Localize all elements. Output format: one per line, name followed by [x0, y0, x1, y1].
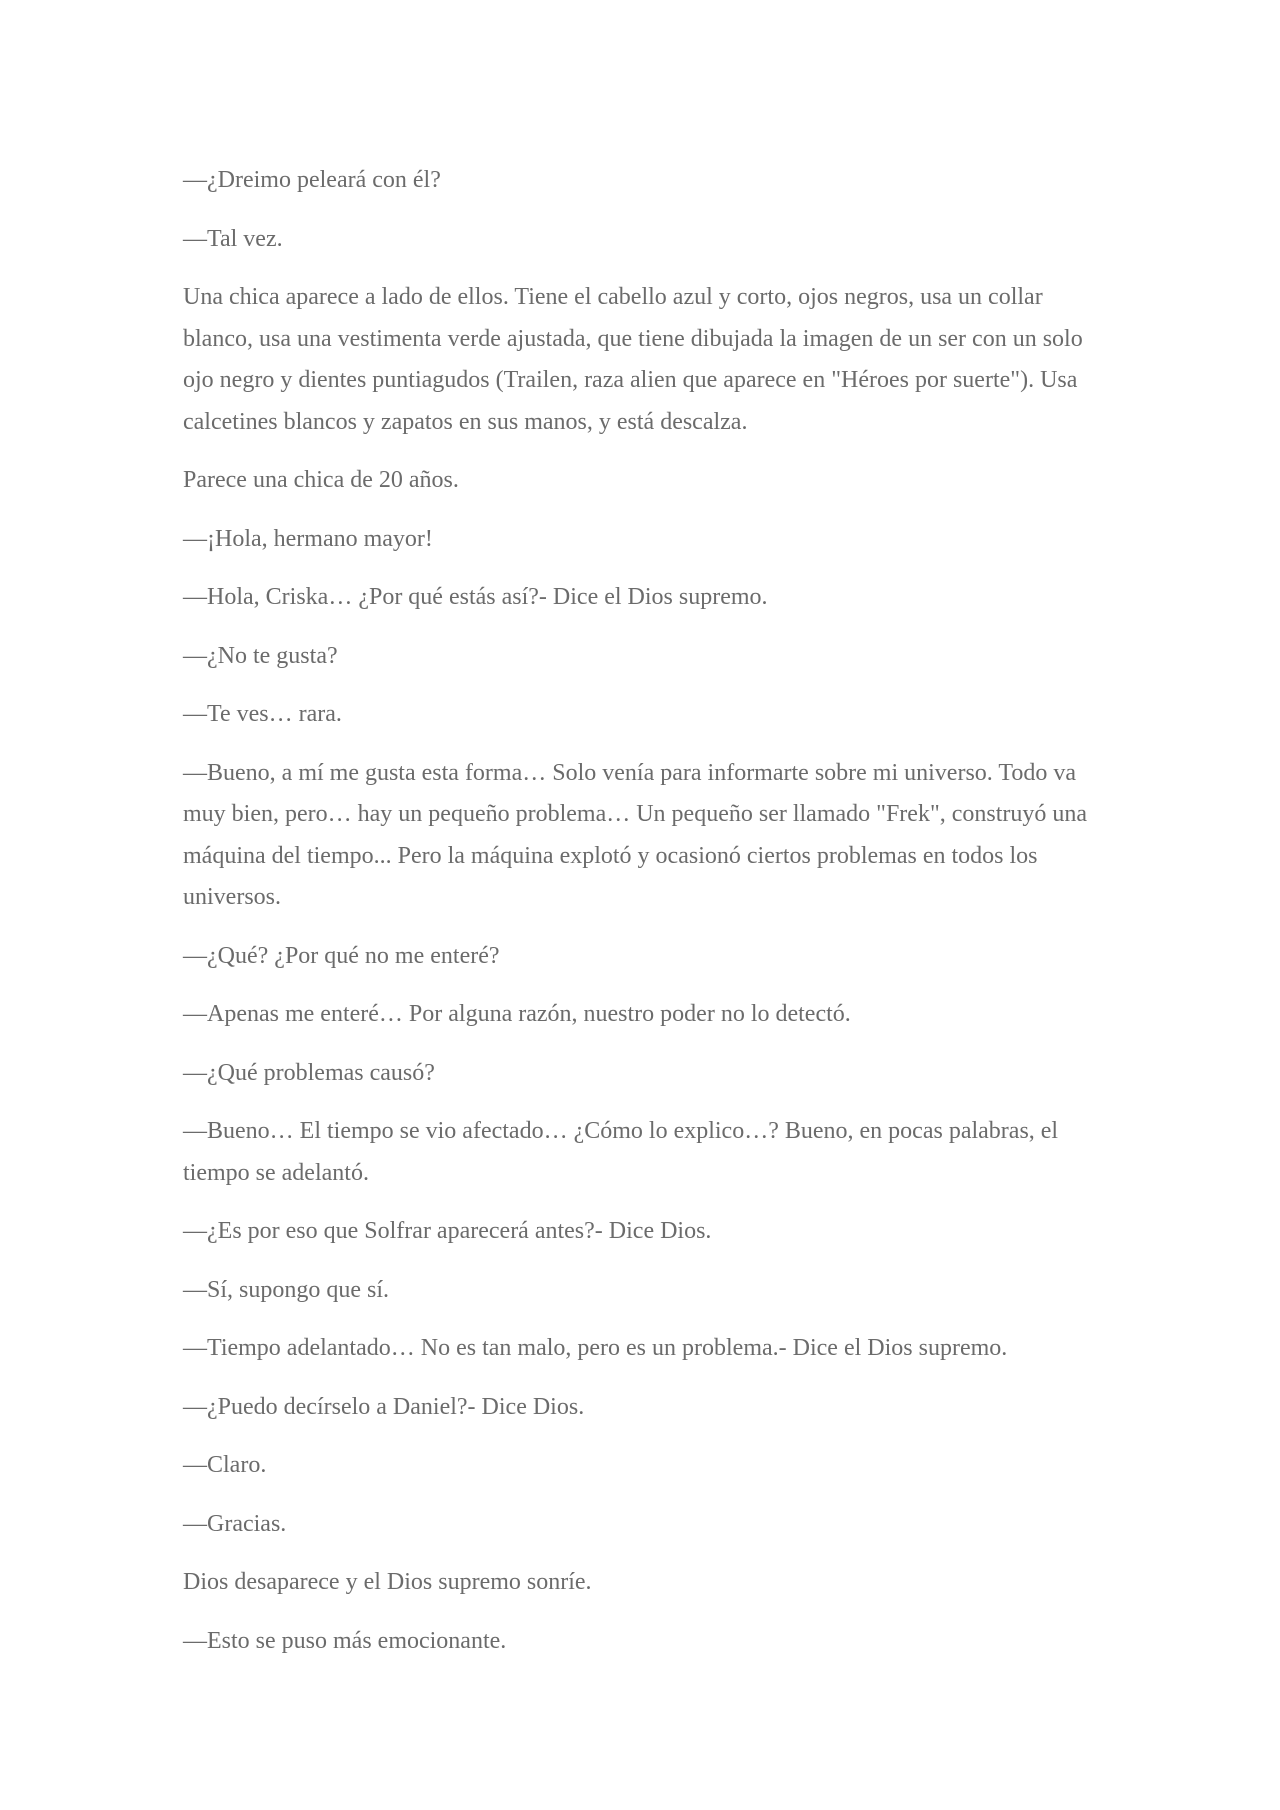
paragraph-11: —Apenas me enteré… Por alguna razón, nuestro poder no lo detectó. [183, 1001, 851, 1027]
paragraph-18: —Claro. [183, 1452, 267, 1478]
paragraph-6: —Hola, Criska… ¿Por qué estás así?- Dice el Dios supremo. [183, 584, 768, 610]
paragraph-21: —Esto se puso más emocionante. [183, 1627, 507, 1654]
paragraph-16: —Tiempo adelantado… No es tan malo, pero es un problema.- Dice el Dios supremo. [183, 1335, 1008, 1361]
paragraph-15: —Sí, supongo que sí. [183, 1276, 390, 1303]
paragraph-10: —¿Qué? ¿Por qué no me enteré? [183, 942, 500, 969]
paragraph-20: Dios desaparece y el Dios supremo sonríe. [183, 1569, 592, 1595]
paragraph-4: Parece una chica de 20 años. [183, 467, 459, 493]
paragraph-17: —¿Puedo decírselo a Daniel?- Dice Dios. [183, 1393, 585, 1420]
paragraph-13: —Bueno… El tiempo se vio afectado… ¿Cómo lo explico…? Bueno, en pocas palabras, el tiempo se adelantó. [183, 1118, 1059, 1186]
paragraph-8: —Te ves… rara. [183, 701, 342, 727]
paragraph-19: —Gracias. [183, 1510, 287, 1537]
paragraph-5: —¡Hola, hermano mayor! [183, 525, 433, 552]
paragraph-14: —¿Es por eso que Solfrar aparecerá antes?- Dice Dios. [183, 1218, 712, 1244]
paragraph-2: —Tal vez. [183, 225, 283, 252]
paragraph-1: —¿Dreimo peleará con él? [183, 167, 441, 193]
document-page [183, 160, 1113, 1679]
paragraph-9: —Bueno, a mí me gusta esta forma… Solo venía para informarte sobre mi universo. Todo va muy bien, pero… hay un pequeño problema… Un pequeño ser llamado "Frek", construyó una máquina del tiempo... Pero la máquina explotó y ocasionó ciertos problemas en todos los universos. [183, 759, 1088, 910]
paragraph-7: —¿No te gusta? [183, 642, 338, 669]
paragraph-12: —¿Qué problemas causó? [183, 1059, 435, 1086]
paragraph-3: Una chica aparece a lado de ellos. Tiene el cabello azul y corto, ojos negros, usa un collar blanco, usa una vestimenta verde ajustada, que tiene dibujada la imagen de un ser con un solo ojo negro y dientes puntiagudos (Trailen, raza alien que aparece en "Héroes por suerte"). Usa calcetines blancos y zapatos en sus manos, y está descalza. [183, 284, 1083, 435]
